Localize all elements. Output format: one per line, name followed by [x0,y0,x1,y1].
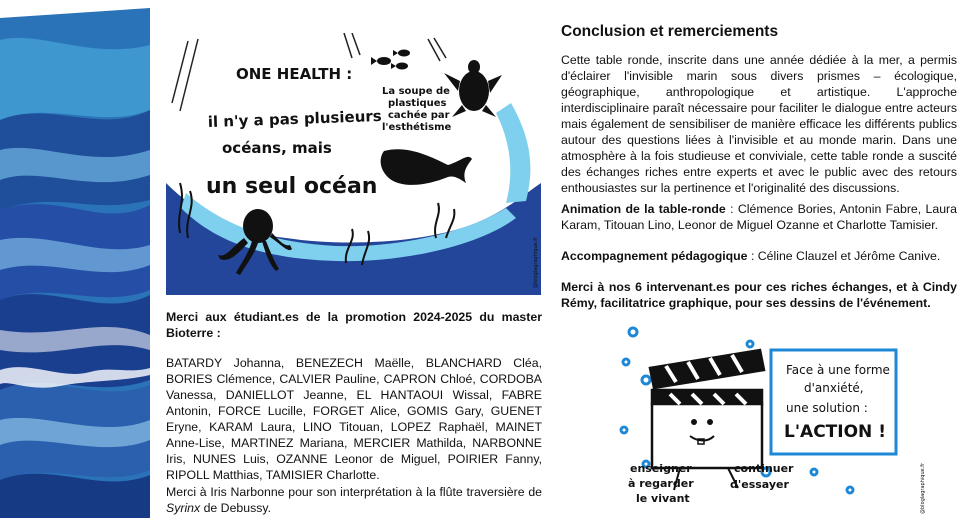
action-box-line3: une solution : [786,401,868,415]
ocean-text-one-health: ONE HEALTH : [236,65,353,83]
action-credit: @bloglagraphique.fr [920,462,926,514]
ocean-text-line3: océans, mais [222,139,332,157]
action-caption-left-1: enseigner [630,462,692,475]
conclusion-title: Conclusion et remerciements [561,23,779,40]
accompagnement-credits [561,248,957,264]
action-caption-right-2: d'essayer [730,478,789,491]
action-caption-left-3: le vivant [636,492,690,505]
animation-credits [561,201,957,233]
students-list: BATARDY Johanna, BENEZECH Maëlle, BLANCHARD Cléa, BORIES Clémence, CALVIER Pauline, CAPRON Chloé, CORDOBA Vanessa, DANIELLOT Jeanne, EL HANTAOUI Wissal, FABRE Antonin, FORCE Lucille, FORGET Alice, GOMIS Gary, GUENET Eryne, KARAM Laura, LINO Titouan, LOPEZ Raphaël, MAINET Anne-Lise, MARTINEZ Mariana, MERCIER Mathilda, NARBONNE Iris, NUNES Luis, OZANNE Leonor de Miguel, POIRIER Fanny, RIPOLL Matthias, TAMISIER Charlotte. [166,356,542,482]
ocean-bubble-line4: l'esthétisme [382,122,452,133]
flute-piece-title: Syrinx [166,501,201,515]
action-box-line1: Face à une forme [786,363,890,377]
ocean-bubble-line2: plastiques [388,98,447,109]
ocean-credit: @bloglagraphique.fr [533,236,539,288]
watercolor-decoration [0,0,150,518]
flute-thanks-end: de Debussy. [200,501,272,515]
animation-names: : Clémence Bories, Antonin Fabre, Laura Karam, Titouan Lino, Leonor de Miguel Ozanne et Charlotte Tamisier. [561,202,957,232]
flute-thanks-text: Merci à Iris Narbonne pour son interprétation à la flûte traversière de [166,485,542,499]
students-thanks-title: Merci aux étudiant.es de la promotion 2024-2025 du master Bioterre : [166,310,542,340]
ocean-bubble-line1: La soupe de [382,86,450,97]
action-illustration [618,322,930,518]
ocean-bubble-line3: cachée par [388,110,450,121]
action-box-line2: d'anxiété, [804,381,864,395]
action-caption-left-2: à regarder [628,477,694,490]
flute-thanks [166,484,542,516]
one-health-illustration [166,33,541,295]
action-caption-right-1: continuer [734,462,794,475]
ocean-text-line4: un seul océan [206,174,378,199]
accompagnement-label: Accompagnement pédagogique [561,249,748,263]
speakers-thanks: Merci à nos 6 intervenant.es pour ces riches échanges, et à Cindy Rémy, facilitatrice graphique, pour ses dessins de l'événement. [561,280,957,310]
ocean-text-line2: il n'y a pas plusieurs [207,106,382,131]
accompagnement-names: : Céline Clauzel et Jérôme Canive. [747,249,941,263]
conclusion-body: Cette table ronde, inscrite dans une année dédiée à la mer, a permis d'éclairer l'invisible marin sous divers prismes – écologique, géographique, anthropologique et artistique. L'approche interdisciplinaire paraît nécessaire pour faciliter le dialogue entre acteurs mais également de sensibiliser de manière efficace les différents publics autour des questions liées à l'invisible et au monde marin. Dans une atmosphère à la fois studieuse et conviviale, cette table ronde a suscité des échanges riches entre experts et avec le public avec des retours enthousiastes sur la pertinence et l'originalité des discussions. [561,53,957,195]
animation-label: Animation de la table-ronde [561,202,726,216]
action-box-line4: L'ACTION ! [784,422,886,442]
